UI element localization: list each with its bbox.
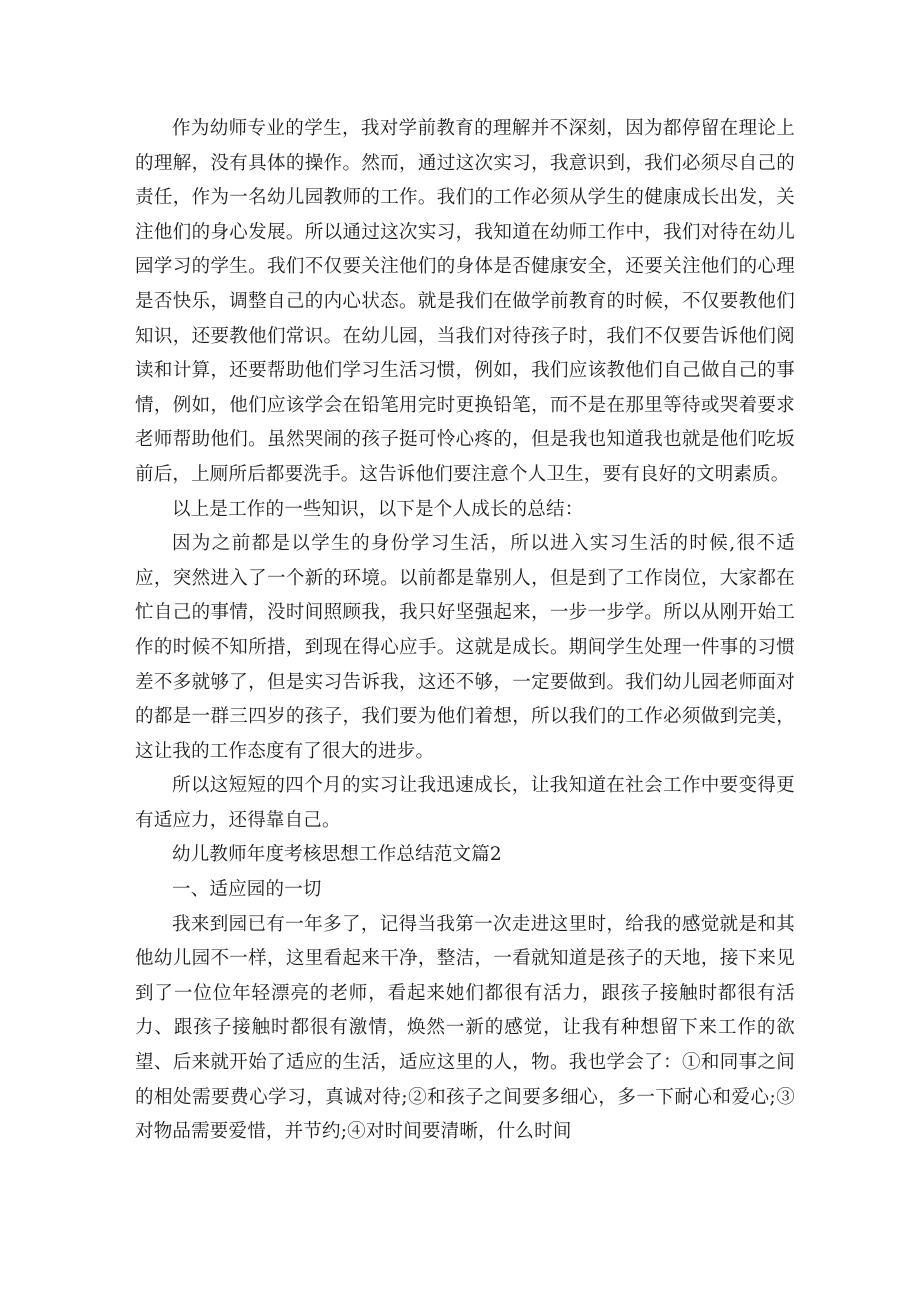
paragraph-conclusion: 所以这短短的四个月的实习让我迅速成长，让我知道在社会工作中要变得更有适应力，还得靠自己。 — [135, 775, 795, 831]
paragraph-personal-growth: 因为之前都是以学生的身份学习生活，所以进入实习生活的时候,很不适应，突然进入了一个新的环境。以前都是靠别人，但是到了工作岗位，大家都在忙自己的事情，没时间照顾我，我只好坚强起来，一步一步学。所以从刚开始工作的时候不知所措，到现在得心应手。这就是成长。期间学生处理一件事的习惯差不多就够了，但是实习告诉我，这还不够，一定要做到。我们幼儿园老师面对的都是一群三四岁的孩子，我们要为他们着想，所以我们的工作必须做到完美，这让我的工作态度有了很大的进步。 — [135, 533, 795, 762]
document-page — [135, 112, 795, 1150]
subsection-heading: 一、适应园的一切 — [172, 879, 322, 901]
paragraph-adapting: 我来到园已有一年多了，记得当我第一次走进这里时，给我的感觉就是和其他幼儿园不一样，这里看起来干净，整洁，一看就知道是孩子的天地，接下来见到了一位位年轻漂亮的老师，看起来她们都很有活力，跟孩子接触时都很有活力、跟孩子接触时都很有激情，焕然一新的感觉，让我有种想留下来工作的欲望、后来就开始了适应的生活，适应这里的人，物。我也学会了：①和同事之间的相处需要费心学习，真诚对待;②和孩子之间要多细心，多一下耐心和爱心;③对物品需要爱惜，并节约;④对时间要清晰，什么时间 — [135, 913, 795, 1143]
paragraph-transition: 以上是工作的一些知识，以下是个人成长的总结： — [172, 498, 584, 520]
paragraph-internship-reflection: 作为幼师专业的学生，我对学前教育的理解并不深刻，因为都停留在理论上的理解，没有具体的操作。然而，通过这次实习，我意识到，我们必须尽自己的责任，作为一名幼儿园教师的工作。我们的工作必须从学生的健康成长出发，关注他们的身心发展。所以通过这次实习，我知道在幼师工作中，我们对待在幼儿园学习的学生。我们不仅要关注他们的身体是否健康安全，还要关注他们的心理是否快乐，调整自己的内心状态。就是我们在做学前教育的时候，不仅要教他们知识，还要教他们常识。在幼儿园，当我们对待孩子时，我们不仅要告诉他们阅读和计算，还要帮助他们学习生活习惯，例如，我们应该教他们自己做自己的事情，例如，他们应该学会在铅笔用完时更换铅笔，而不是在那里等待或哭着要求老师帮助他们。虽然哭闹的孩子挺可怜心疼的，但是我也知道我也就是他们吃坂前后，上厕所后都要洗手。这告诉他们要注意个人卫生，要有良好的文明素质。 — [135, 118, 795, 485]
section-title: 幼儿教师年度考核思想工作总结范文篇2 — [172, 844, 502, 866]
